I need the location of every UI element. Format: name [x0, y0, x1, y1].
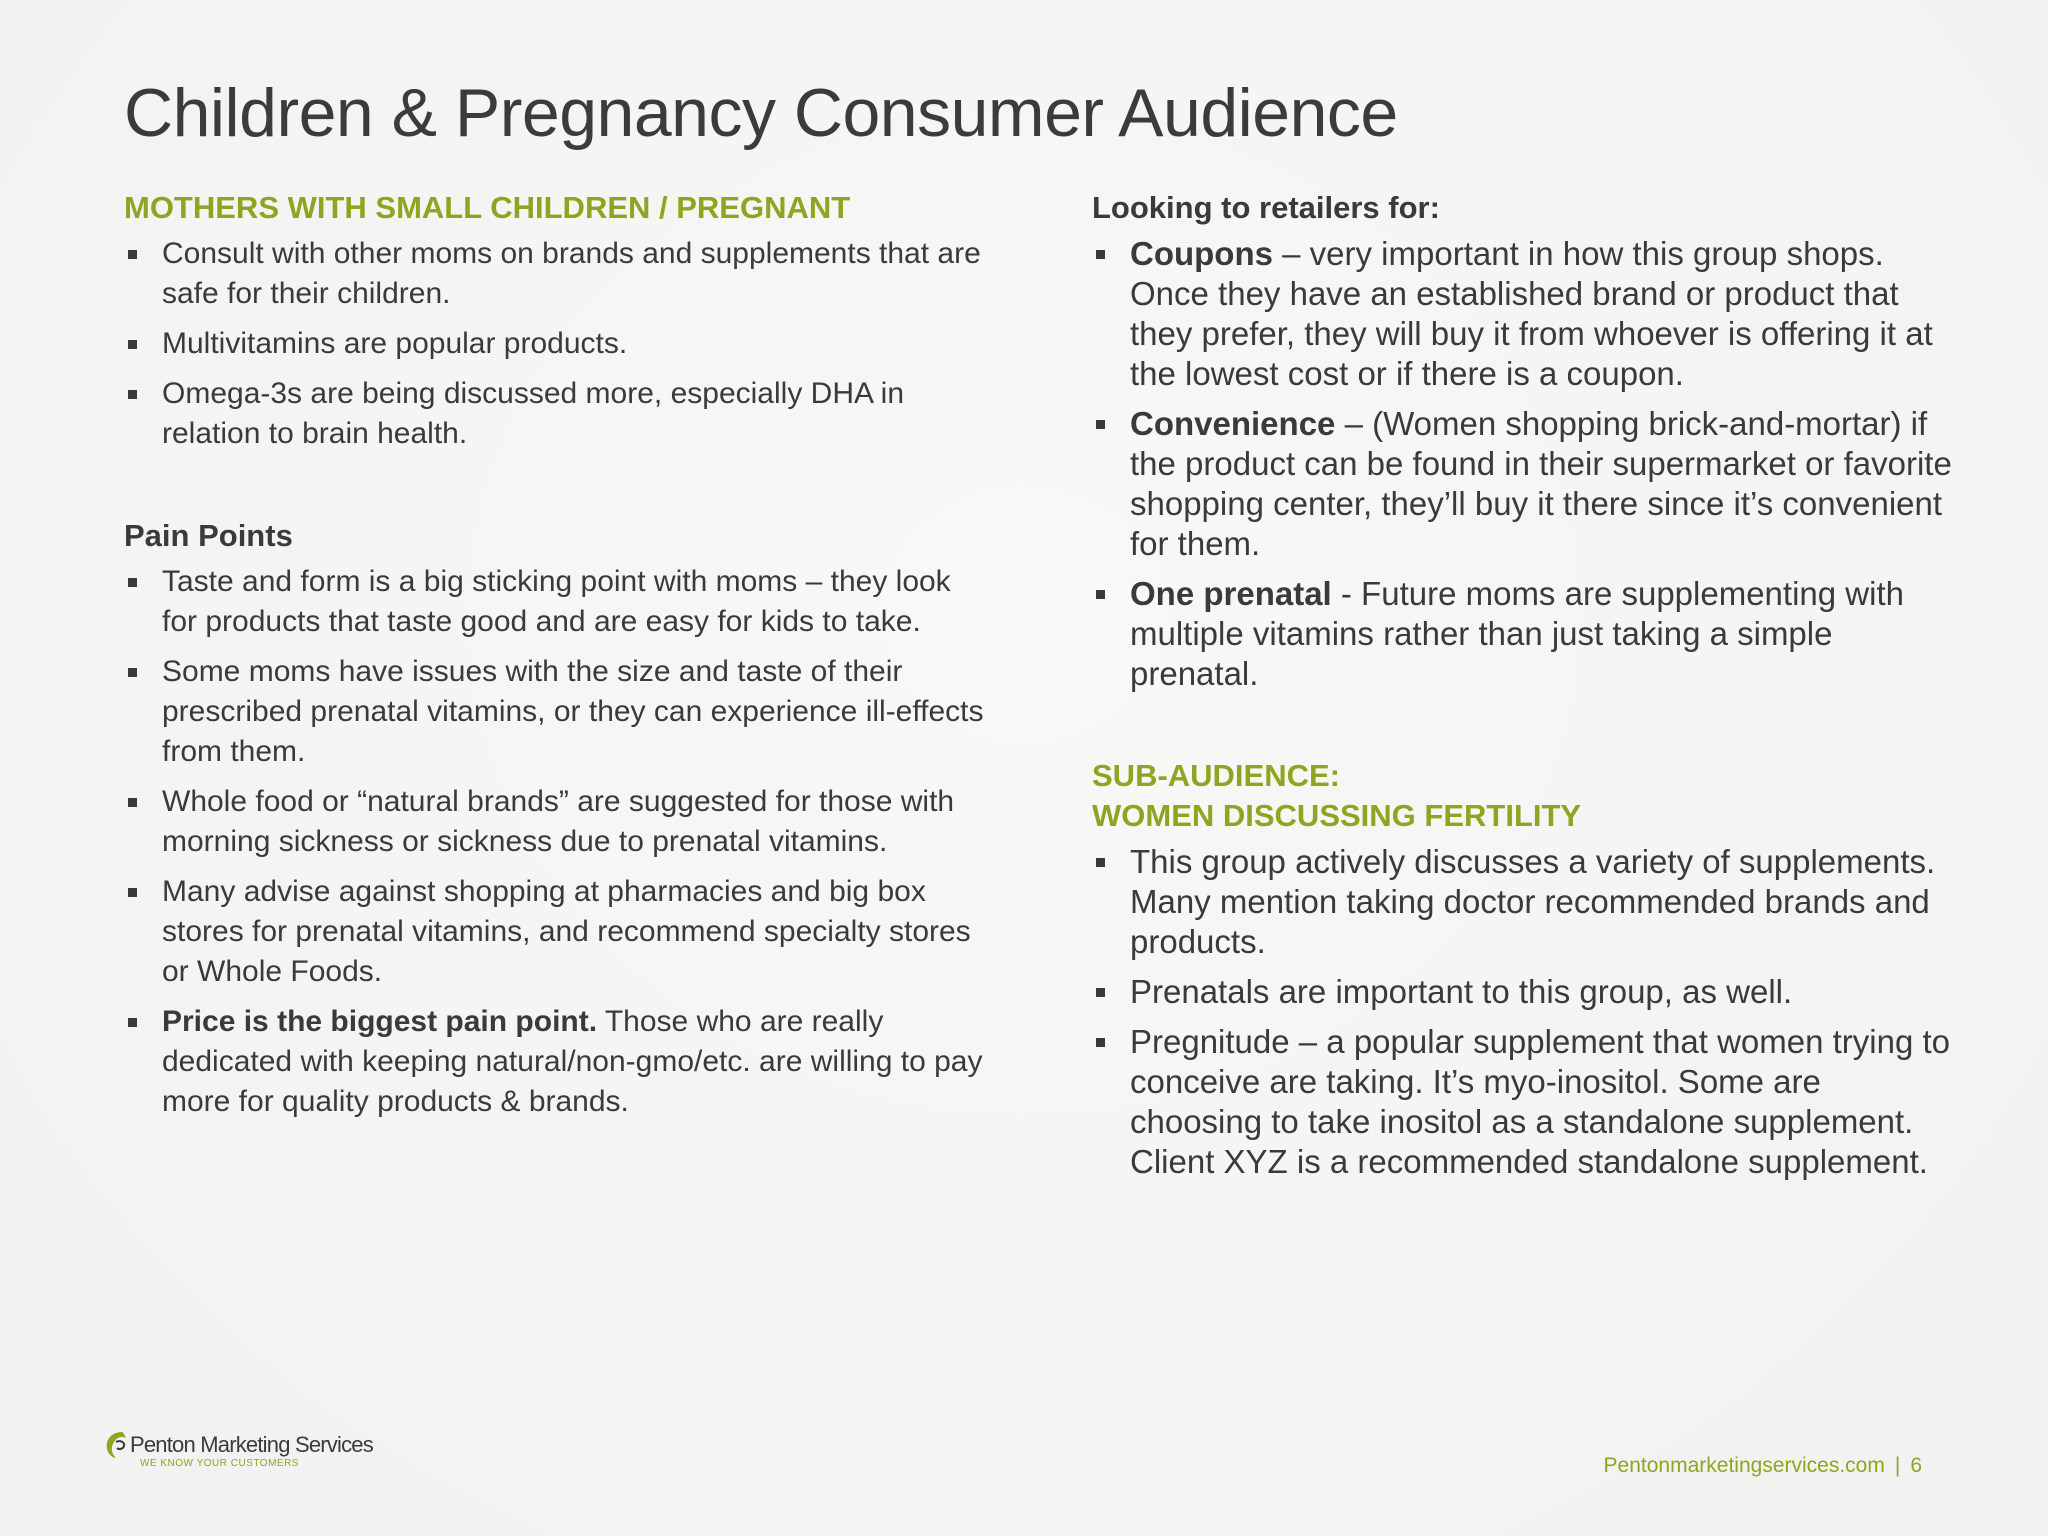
- logo-name: Penton Marketing Services: [130, 1432, 373, 1457]
- penton-logo: [100, 1426, 373, 1474]
- list-item: Consult with other moms on brands and supplements that are safe for their children.: [124, 234, 984, 314]
- list-item: Omega-3s are being discussed more, especially DHA in relation to brain health.: [124, 374, 984, 454]
- pain-points-heading: Pain Points: [124, 518, 293, 553]
- retailers-list: [1092, 234, 1952, 694]
- one-prenatal-label: One prenatal: [1130, 575, 1332, 612]
- coupons-text: – very important in how this group shops. Once they have an established brand or product that they prefer, they will buy it from whoever is offering it at the lowest cost or if there is a coupon.: [1130, 235, 1933, 392]
- page-number: 6: [1910, 1454, 1922, 1477]
- retailers-heading: Looking to retailers for:: [1092, 190, 1440, 225]
- page-title: Children & Pregnancy Consumer Audience: [124, 75, 1398, 151]
- list-item: [1092, 404, 1952, 564]
- footer-separator: |: [1894, 1454, 1901, 1477]
- sub-audience-heading: SUB-AUDIENCE:: [1092, 758, 1340, 793]
- list-item: Many advise against shopping at pharmacies and big box stores for prenatal vitamins, and recommend specialty stores or Whole Foods.: [124, 872, 984, 992]
- fertility-list: [1092, 842, 1952, 1182]
- list-item: Some moms have issues with the size and taste of their prescribed prenatal vitamins, or they can experience ill-effects from them.: [124, 652, 984, 772]
- list-item: [1092, 574, 1952, 694]
- list-item: Multivitamins are popular products.: [124, 324, 984, 364]
- list-item: Pregnitude – a popular supplement that women trying to conceive are taking. It’s myo-inositol. Some are choosing to take inositol as a standalone supplement. Client XYZ is a recommended standalone supplement.: [1092, 1022, 1952, 1182]
- mothers-list: [124, 234, 984, 454]
- price-pain-point-item: [124, 1002, 984, 1122]
- price-rest-text: Those who are really dedicated with keeping natural/non-gmo/etc. are willing to pay more for quality products & brands.: [162, 1005, 983, 1118]
- one-prenatal-text: - Future moms are supplementing with multiple vitamins rather than just taking a simple prenatal.: [1130, 575, 1904, 692]
- pain-points-list: [124, 562, 984, 1122]
- footer: [1604, 1454, 1922, 1478]
- list-item: Whole food or “natural brands” are suggested for those with morning sickness or sickness due to prenatal vitamins.: [124, 782, 984, 862]
- list-item: This group actively discusses a variety of supplements. Many mention taking doctor recommended brands and products.: [1092, 842, 1952, 962]
- logo-tagline: WE KNOW YOUR CUSTOMERS: [140, 1458, 299, 1469]
- list-item: Taste and form is a big sticking point with moms – they look for products that taste good and are easy for kids to take.: [124, 562, 984, 642]
- convenience-text: – (Women shopping brick-and-mortar) if the product can be found in their supermarket or favorite shopping center, they’ll buy it there since it’s convenient for them.: [1130, 405, 1952, 562]
- fertility-heading: WOMEN DISCUSSING FERTILITY: [1092, 798, 1582, 833]
- list-item: [1092, 234, 1952, 394]
- logo-swirl-icon: [100, 1428, 134, 1462]
- list-item: Prenatals are important to this group, as well.: [1092, 972, 1952, 1012]
- convenience-label: Convenience: [1130, 405, 1336, 442]
- coupons-label: Coupons: [1130, 235, 1273, 272]
- right-column: [1092, 188, 1952, 1192]
- price-bold-text: Price is the biggest pain point.: [162, 1005, 598, 1038]
- left-column: [124, 188, 984, 1132]
- mothers-heading: MOTHERS WITH SMALL CHILDREN / PREGNANT: [124, 190, 851, 225]
- footer-site: Pentonmarketingservices.com: [1603, 1454, 1885, 1477]
